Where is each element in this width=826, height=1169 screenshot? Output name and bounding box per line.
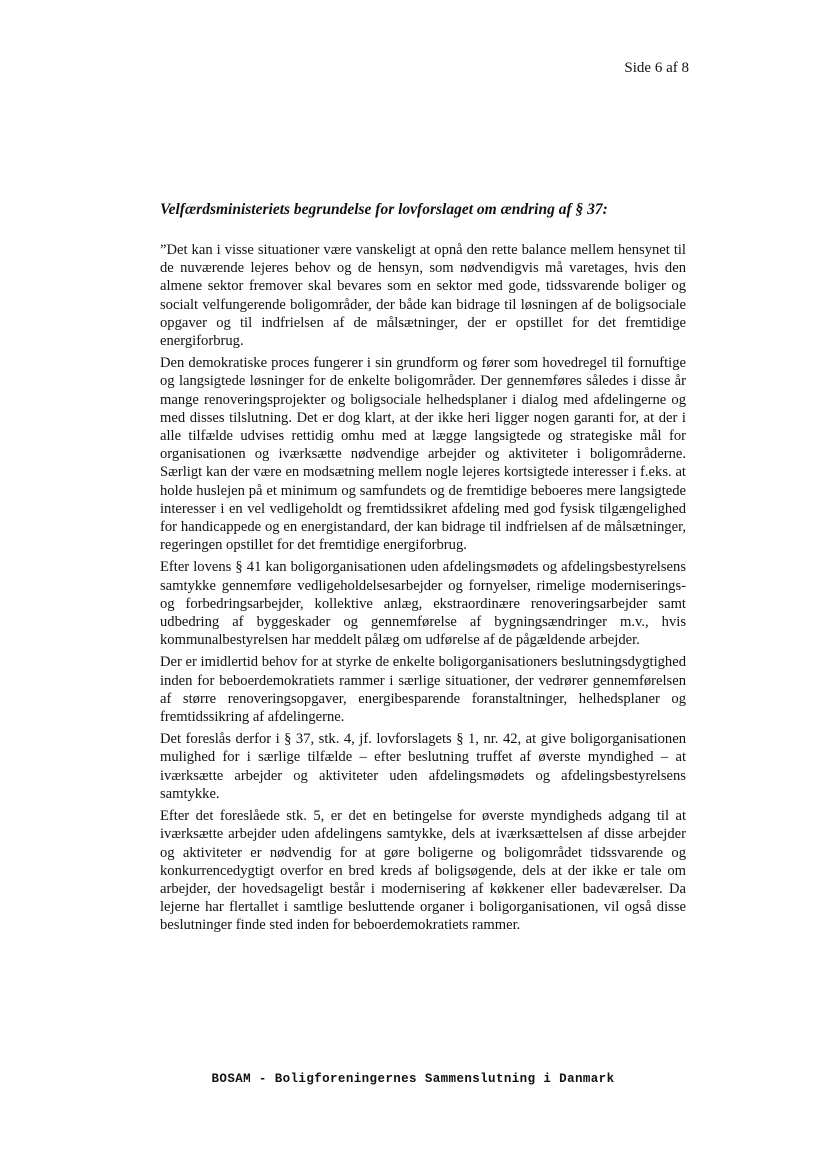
page-footer: BOSAM - Boligforeningernes Sammenslutning i Danmark bbox=[211, 1072, 615, 1086]
section-heading: Velfærdsministeriets begrundelse for lovforslaget om ændring af § 37: bbox=[160, 201, 608, 218]
body-text bbox=[160, 241, 686, 939]
paragraph: ”Det kan i visse situationer være vanskeligt at opnå den rette balance mellem hensynet til de nuværende lejeres behov og de hensyn, som nødvendigvis må varetages, hvis den almene sektor fremover skal bevares som en sektor med gode, tidssvarende boliger og socialt velfungerende boligområder, der både kan bidrage til løsningen af de boligsociale opgaver og til indfrielsen af de målsætninger, der er opstillet for det fremtidige energiforbrug. bbox=[160, 242, 686, 350]
paragraph: Efter lovens § 41 kan boligorganisationen uden afdelingsmødets og afdelingsbestyrelsens samtykke gennemføre vedligeholdelsesarbejder og fornyelser, rimelige moderniserings- og forbedringsarbejder, kollektive anlæg, ekstraordinære renoveringsarbejder samt udbedring af byggeskader og gennemførelse af bygningsændringer m.v., hvis kommunalbestyrelsen har meddelt pålæg om udførelse af de pågældende arbejder. bbox=[160, 559, 686, 649]
page-number: Side 6 af 8 bbox=[624, 60, 689, 76]
paragraph: Det foreslås derfor i § 37, stk. 4, jf. lovforslagets § 1, nr. 42, at give boligorganisationen mulighed for i særlige tilfælde – efter beslutning truffet af øverste myndighed – at iværksætte arbejder og aktiviteter uden afdelingsmødets og afdelingsbestyrelsens samtykke. bbox=[160, 731, 686, 802]
paragraph: Efter det foreslåede stk. 5, er det en betingelse for øverste myndigheds adgang til at iværksætte arbejder uden afdelingens samtykke, dels at iværksættelsen af disse arbejder og aktiviteter er nødvendig for at gøre boligerne og boligområdet tidssvarende og konkurrencedygtigt overfor en bred kreds af boligsøgende, dels at der ikke er tale om arbejder, der hovedsageligt består i modernisering af køkkener eller badeværelser. Da lejerne har flertallet i samtlige besluttende organer i boligorganisationen, vil også disse beslutninger finde sted inden for beboerdemokratiets rammer. bbox=[160, 808, 686, 934]
paragraph: Den demokratiske proces fungerer i sin grundform og fører som hovedregel til fornuftige og langsigtede løsninger for de enkelte boligområder. Der gennemføres således i disse år mange renoveringsprojekter og boligsociale helhedsplaner i dialog med afdelingerne og med disses tilslutning. Det er dog klart, at der ikke heri ligger nogen garanti for, at der i alle tilfælde udvises rettidig omhu med at lægge langsigtede og strategiske mål for organisationen og iværksætte nødvendige arbejder og aktiviteter i boligområderne. Særligt kan der være en modsætning mellem nogle lejeres kortsigtede interesser i f.eks. at holde huslejen på et minimum og samfundets og de fremtidige beboeres mere langsigtede interesser i en vel vedligeholdt og fremtidssikret afdeling med god fysisk tilgængelighed for handicappede og en energistandard, der kan bidrage til indfrielsen af de målsætninger, regeringen opstillet for det fremtidige energiforbrug. bbox=[160, 355, 686, 554]
paragraph: Der er imidlertid behov for at styrke de enkelte boligorganisationers beslutningsdygtighed inden for beboerdemokratiets rammer i særlige situationer, der vedrører gennemførelsen af større renoveringsopgaver, energibesparende foranstaltninger, helhedsplaner og fremtidssikring af afdelingerne. bbox=[160, 654, 686, 726]
